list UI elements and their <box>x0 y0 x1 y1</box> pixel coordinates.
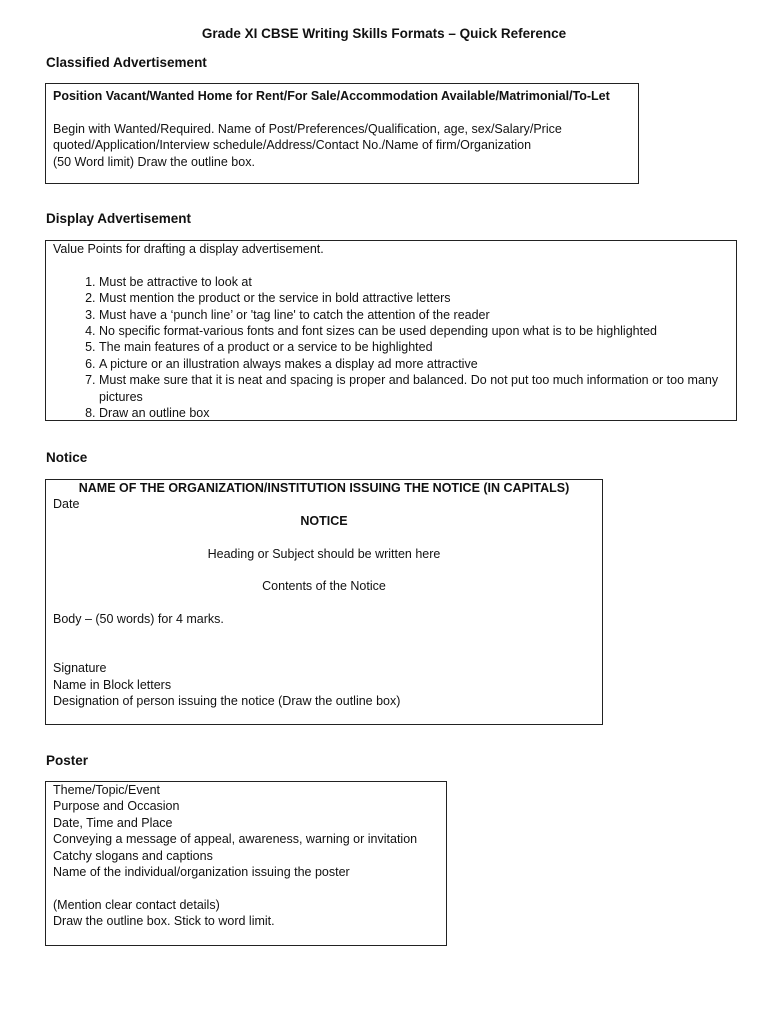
list-item: 8. Draw an outline box <box>99 405 729 421</box>
poster-line: Date, Time and Place <box>53 815 173 830</box>
notice-body: Body – (50 words) for 4 marks. <box>53 612 224 627</box>
list-item: 5. The main features of a product or a service to be highlighted <box>99 339 729 355</box>
notice-date: Date <box>53 497 80 512</box>
poster-line: Conveying a message of appeal, awareness, warning or invitation <box>53 832 418 847</box>
notice-signature: Signature <box>53 661 107 676</box>
notice-designation: Designation of person issuing the notice (Draw the outline box) <box>53 694 401 709</box>
page-title: Grade XI CBSE Writing Skills Formats – Quick Reference <box>201 26 567 41</box>
poster-contact: (Mention clear contact details) <box>53 897 220 912</box>
display-heading: Display Advertisement <box>46 211 192 226</box>
list-item: 7. Must make sure that it is neat and spacing is proper and balanced. Do not put too much information or too many pictures <box>99 372 729 405</box>
classified-heading: Classified Advertisement <box>46 55 207 70</box>
classified-box-title: Position Vacant/Wanted Home for Rent/For Sale/Accommodation Available/Matrimonial/To-Let <box>53 89 610 103</box>
notice-label: NOTICE <box>300 513 348 528</box>
poster-heading: Poster <box>46 753 89 768</box>
display-box <box>45 240 737 421</box>
list-item: 6. A picture or an illustration always makes a display ad more attractive <box>99 356 729 372</box>
notice-org: NAME OF THE ORGANIZATION/INSTITUTION ISSUING THE NOTICE (IN CAPITALS) <box>78 481 570 495</box>
notice-box <box>45 479 603 725</box>
notice-name: Name in Block letters <box>53 677 172 692</box>
notice-heading: Notice <box>46 450 88 465</box>
classified-line: quoted/Application/Interview schedule/Address/Contact No./Name of firm/Organization <box>53 138 532 153</box>
poster-line: Purpose and Occasion <box>53 799 180 814</box>
classified-line: (50 Word limit) Draw the outline box. <box>53 154 255 169</box>
list-item: 1. Must be attractive to look at <box>99 274 729 290</box>
poster-line: Name of the individual/organization issuing the poster <box>53 865 350 880</box>
classified-box <box>45 83 639 184</box>
notice-subject: Heading or Subject should be written here <box>207 546 441 561</box>
notice-contents: Contents of the Notice <box>262 579 386 594</box>
list-item: 2. Must mention the product or the service in bold attractive letters <box>99 290 729 306</box>
classified-line: Begin with Wanted/Required. Name of Post/Preferences/Qualification, age, sex/Salary/Price <box>53 121 562 136</box>
list-item: 3. Must have a ‘punch line’ or 'tag line' to catch the attention of the reader <box>99 307 729 323</box>
poster-box <box>45 781 447 946</box>
poster-line: Catchy slogans and captions <box>53 848 213 863</box>
list-item: 4. No specific format-various fonts and font sizes can be used depending upon what is to be highlighted <box>99 323 729 339</box>
display-list <box>53 274 729 422</box>
poster-line: Theme/Topic/Event <box>53 783 160 797</box>
poster-footer: Draw the outline box. Stick to word limit. <box>53 914 275 929</box>
display-intro: Value Points for drafting a display advertisement. <box>53 242 324 256</box>
